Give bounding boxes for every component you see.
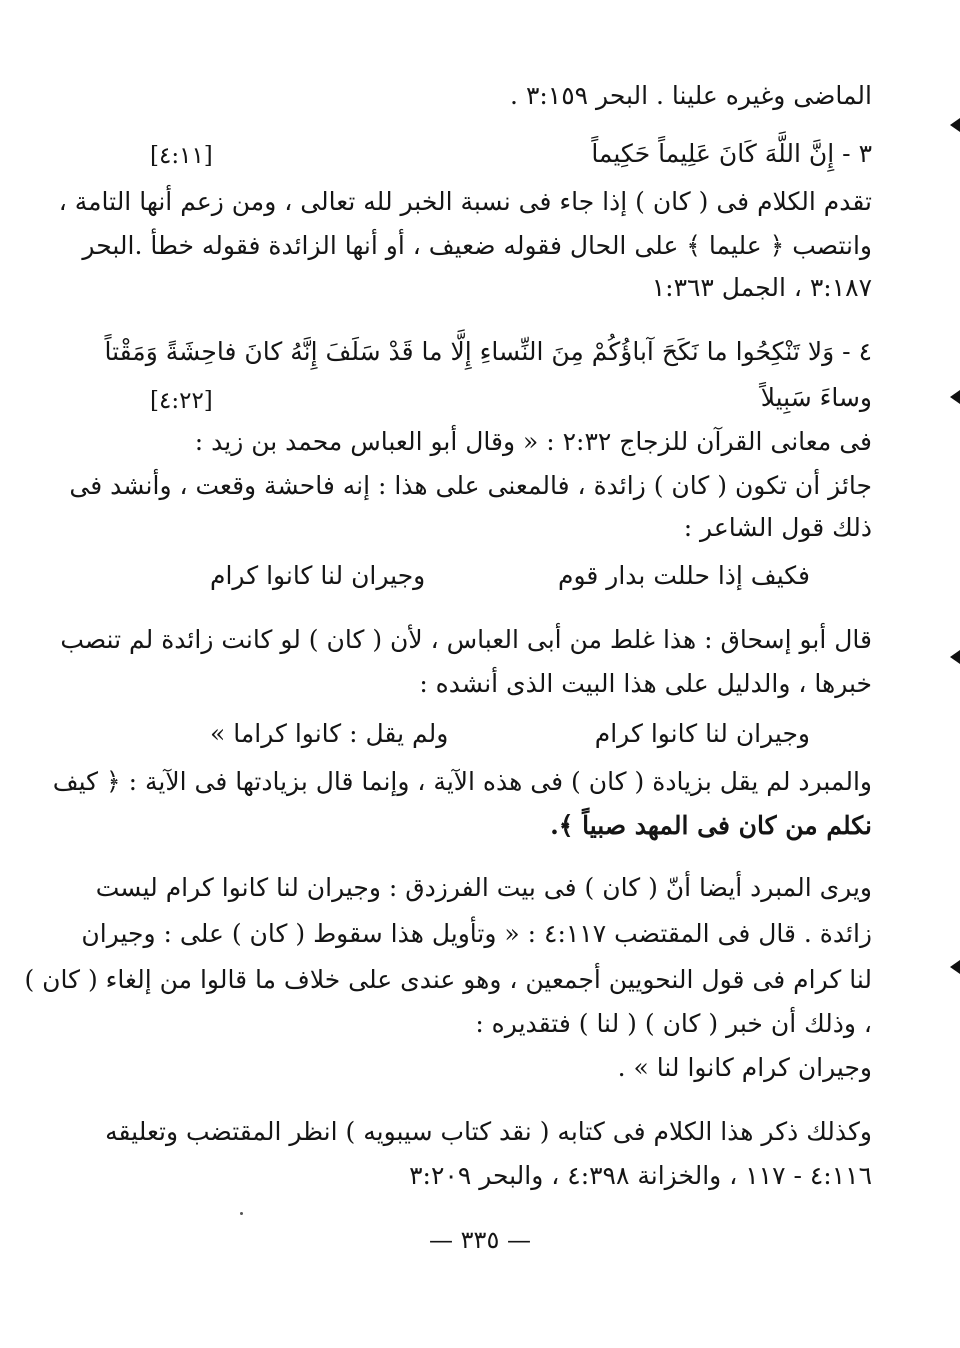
verse-heading-cont: وساءَ سَبِيلاً <box>760 383 872 412</box>
text-line: تقدم الكلام فى ( كان ) إذا جاء فى نسبة الخبر لله تعالى ، ومن زعم أنها التامة ، <box>58 187 872 216</box>
speck <box>240 1212 243 1215</box>
edge-mark <box>950 960 960 974</box>
verse-reference: [٤:١١] <box>150 143 213 169</box>
text-line: وانتصب ﴿ عليما ﴾ على الحال فقوله ضعيف ، أو أنها الزائدة فقوله خطأ .البحر <box>82 231 872 260</box>
poem-hemistich-first: وجيران لنا كانوا كرام <box>594 719 810 748</box>
poem-hemistich-second: ولم يقل : كانوا كراما » <box>210 719 449 748</box>
poem-hemistich-second: وجيران لنا كانوا كرام <box>210 561 426 590</box>
poem-hemistich-first: فكيف إذا حللت بدار قوم <box>558 561 810 590</box>
quran-quote: نكلم من كان فى المهد صبياً ﴾. <box>550 811 872 840</box>
text-line: ويرى المبرد أيضا أنّ ( كان ) فى بيت الفرزدق : وجيران لنا كانوا كرام ليست <box>95 873 872 902</box>
page-number: — ٣٣٥ — <box>429 1226 531 1254</box>
text-line: ٣:١٨٧ ، الجمل ١:٣٦٣ <box>651 273 872 302</box>
verse-heading: ٤ - وَلا تَنْكِحُوا ما نَكَحَ آباؤُكُمْ مِنَ النِّساءِ إِلَّا ما قَدْ سَلَفَ إِنَّهُ كانَ فاحِشَةً وَمَقْتاً <box>104 337 872 366</box>
text-line: والمبرد لم يقل بزيادة ( كان ) فى هذه الآية ، وإنما قال بزيادتها فى الآية : ﴿ كيف <box>52 767 872 796</box>
text-line: لنا كرام فى قول النحويين أجمعين ، وهو عندى على خلاف ما قالوا من إلغاء ( كان ) <box>24 965 872 994</box>
text-line: قال أبو إسحاق : هذا غلط من أبى العباس ، لأن ( كان ) لو كانت زائدة لم تنصب <box>60 625 872 654</box>
text-line: الماضى وغيره علينا . البحر ٣:١٥٩ . <box>510 81 872 110</box>
verse-heading: ٣ - إِنَّ اللَّهَ كَانَ عَلِيماً حَكِيماً <box>591 139 872 168</box>
text-line: فى معانى القرآن للزجاج ٢:٣٢ : « وقال أبو العباس محمد بن زيد : <box>194 427 872 456</box>
text-line: خبرها ، والدليل على هذا البيت الذى أنشده : <box>419 669 872 698</box>
text-line: وجيران كرام كانوا لنا » . <box>617 1053 872 1082</box>
edge-mark <box>950 118 960 132</box>
edge-mark <box>950 650 960 664</box>
text-line: ذلك قول الشاعر : <box>683 513 872 542</box>
text-line: ٤:١١٦ - ١١٧ ، والخزانة ٤:٣٩٨ ، والبحر ٣:٢٠٩ <box>409 1161 872 1190</box>
edge-mark <box>950 390 960 404</box>
verse-reference: [٤:٢٢] <box>150 388 213 414</box>
text-line: جائز أن تكون ( كان ) زائدة ، فالمعنى على هذا : إنه فاحشة وقعت ، وأنشد فى <box>69 471 872 500</box>
text-line: زائدة . قال فى المقتضب ٤:١١٧ : « وتأويل هذا سقوط ( كان ) على : وجيران <box>81 919 872 948</box>
text-line: ، وذلك أن خبر ( كان ) ( لنا ) فتقديره : <box>475 1009 872 1038</box>
text-line: وكذلك ذكر هذا الكلام فى كتابه ( نقد كتاب سيبويه ) انظر المقتضب وتعليقه <box>105 1117 872 1146</box>
